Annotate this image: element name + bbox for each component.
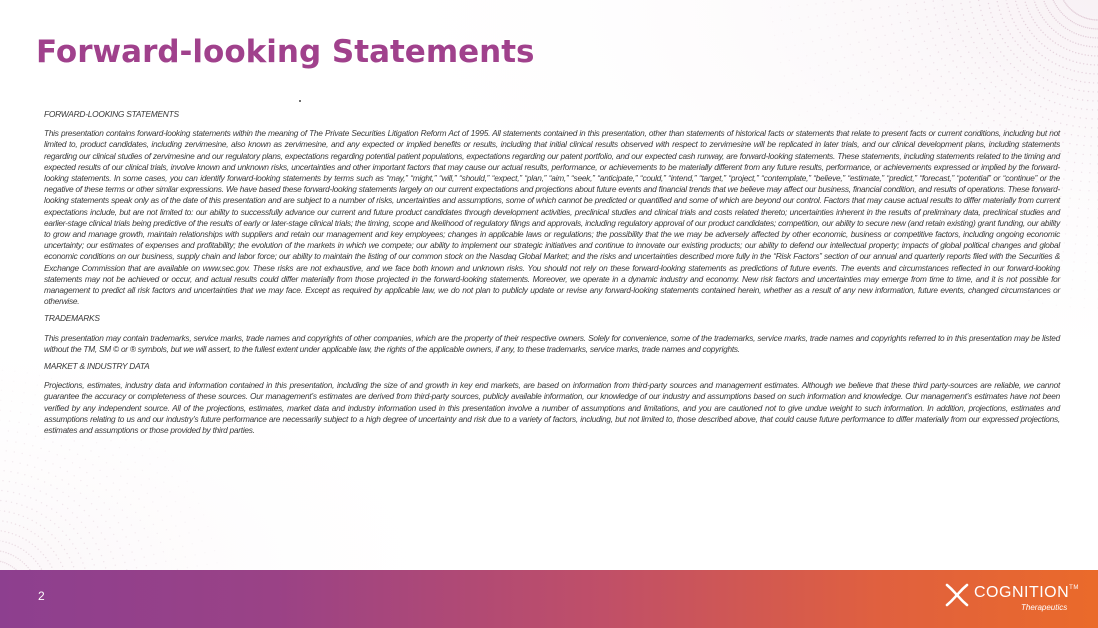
section-heading: MARKET & INDUSTRY DATA <box>44 361 150 372</box>
section-forward-looking <box>44 109 1060 307</box>
section-market-industry-data <box>44 361 1060 436</box>
company-logo <box>944 580 1084 620</box>
cognition-x-logo-icon <box>944 582 970 608</box>
page-number: 2 <box>38 589 45 603</box>
logo-trademark: TM <box>1069 585 1079 591</box>
section-body: Projections, estimates, industry data and information contained in this presentation, including the size of and growth in key end markets, are based on information from third-party sources and management estimates. Although we believe that these third party-sources are reliable, we cannot guarantee the accuracy or completeness of these sources. Our management’s estimates are derived from third-party sources, publicly available information, our knowledge of our industry and assumptions based on such information and knowledge. Our management’s estimates have not been verified by any independent source. All of the projections, estimates, market data and industry information used in this presentation involve a number of assumptions and limitations, and you are cautioned not to give undue weight to such information. In addition, projections, estimates and assumptions relating to us and our industry’s future performance are necessarily subject to a high degree of uncertainty and risk due to a variety of factors, including, but not limited to, those described above, that could cause future performance to differ materially from our expressed projections, estimates and assumptions or those provided by third parties. <box>44 380 1060 436</box>
section-body: This presentation contains forward-looking statements within the meaning of The Private Securities Litigation Reform Act of 1995. All statements contained in this presentation, other than statements of historical facts or statements that relate to present facts or current conditions, including but not limited to, product candidates, including zervimesine, also known as zervimesine, and any expected or implied benefits or results, including that initial clinical results observed with respect to zervimesine will be replicated in later trials, and our clinical development plans, including statements regarding our clinical studies of zervimesine and our regulatory plans, expectations regarding potential patient populations, expectations regarding our patent portfolio, and our expected cash runway, are forward-looking statements. These statements, including statements related to the timing and expected results of our clinical trials, involve known and unknown risks, uncertainties and other important factors that may cause our actual results, performance, or achievements to be materially different from any future results, performance, or achievements expressed or implied by the forward-looking statements. In some cases, you can identify forward-looking statements by terms such as “may,” “might,” “will,” “should,” “expect,” “plan,” “aim,” “seek,” “anticipate,” “could,” “intend,” “target,” “project,” “contemplate,” “believe,” “estimate,” “predict,” “forecast,” “potential” or “continue” or the negative of these terms or other similar expressions. We have based these forward-looking statements largely on our current expectations and projections about future events and financial trends that we believe may affect our business, financial condition, and results of operations. These forward-looking statements speak only as of the date of this presentation and are subject to a number of risks, uncertainties and assumptions, some of which cannot be predicted or quantified and some of which are beyond our control. Factors that may cause actual results to differ materially from current expectations include, but are not limited to: our ability to successfully advance our current and future product candidates through development activities, preclinical studies and clinical trials and costs related thereto; uncertainties inherent in the results of preliminary data, preclinical studies and earlier-stage clinical trials being predictive of the results of early or later-stage clinical trials; the timing, scope and likelihood of regulatory filings and approvals, including regulatory approval of our product candidates; competition, our ability to secure new (and retain existing) grant funding, our ability to grow and manage growth, maintain relationships with suppliers and retain our management and key employees; changes in applicable laws or regulations; the possibility that the we may be adversely affected by other economic, business or competitive factors, including ongoing economic uncertainty; our estimates of expenses and profitability; the evolution of the markets in which we compete; our ability to implement our strategic initiatives and continue to innovate our existing products; our ability to defend our intellectual property; impacts of global political changes and global economic conditions on our business, supply chain and labor force; our ability to maintain the listing of our common stock on the Nasdaq Global Market; and the risks and uncertainties described more fully in the “Risk Factors” section of our annual and quarterly reports filed with the Securities & Exchange Commission that are available on www.sec.gov. These risks are not exhaustive, and we face both known and unknown risks. You should not rely on these forward-looking statements as predictions of future events. The events and circumstances reflected in our forward-looking statements may not be achieved or occur, and actual results could differ materially from those projected in the forward-looking statements. Moreover, we operate in a dynamic industry and economy. New risk factors and uncertainties may emerge from time to time, and it is not possible for management to predict all risk factors and uncertainties that we may face. Except as required by applicable law, we do not plan to publicly update or revise any forward-looking statements contained herein, whether as a result of any new information, future events, changed circumstances or otherwise. <box>44 128 1060 307</box>
logo-subtitle: Therapeutics <box>1021 603 1068 612</box>
logo-wordmark <box>974 584 1079 602</box>
section-body: This presentation may contain trademarks, service marks, trade names and copyrights of other companies, which are the property of their respective owners. Solely for convenience, some of the trademarks, service marks, trade names and copyrights referred to in this presentation may be listed without the TM, SM © or ® symbols, but we will assert, to the fullest extent under applicable law, the rights of the applicable owners, if any, to these trademarks, service marks, trade names and copyrights. <box>44 332 1060 354</box>
section-trademarks <box>44 313 1060 355</box>
page-title: Forward-looking Statements <box>36 34 535 70</box>
section-heading: TRADEMARKS <box>44 313 100 324</box>
logo-name: COGNITION <box>974 584 1070 601</box>
footer-bar <box>0 570 1098 628</box>
section-heading: FORWARD-LOOKING STATEMENTS <box>44 109 179 119</box>
disclaimer-content <box>44 109 1060 442</box>
decorative-dot <box>299 100 301 102</box>
